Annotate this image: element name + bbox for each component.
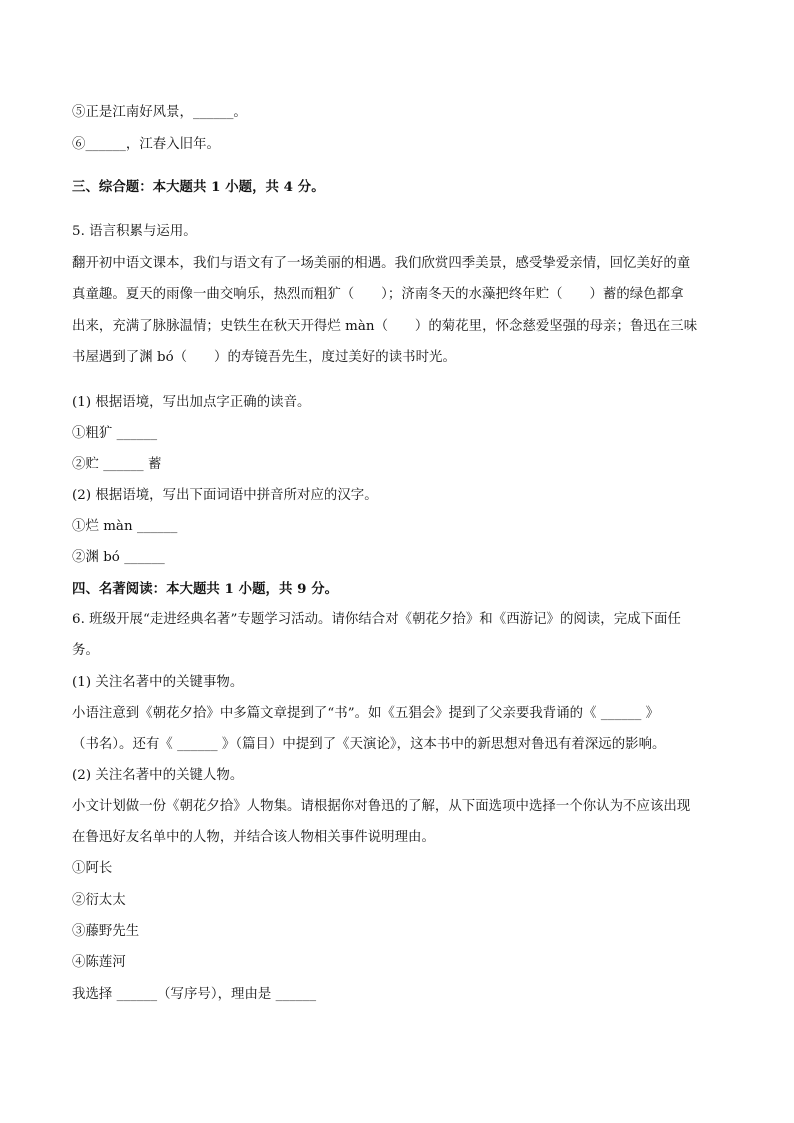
question-6-option: ③藤野先生 [72, 924, 140, 939]
question-6-sub-2-text-line: 小文计划做一份《朝花夕拾》人物集。请根据你对鲁迅的了解，从下面选项中选择一个你认为不应该出现 [72, 799, 691, 814]
question-5-title: 5. 语言积累与运用。 [72, 224, 197, 239]
question-6-sub-1: (1) 关注名著中的关键事物。 [72, 675, 244, 690]
question-4-item-6: ⑥______，江春入旧年。 [72, 137, 220, 152]
question-5-passage-line: 翻开初中语文课本，我们与语文有了一场美丽的相遇。我们欣赏四季美景，感受挚爱亲情，回忆美好的童 [72, 256, 691, 271]
question-6-sub-1-text-line: 小语注意到《朝花夕拾》中多篇文章提到了“书”。如《五猖会》提到了父亲要我背诵的《 ______ 》 [72, 706, 660, 721]
question-5-sub-2-item-b: ②渊 bó ______ [72, 550, 165, 565]
section-3-header: 三、综合题：本大题共 1 小题，共 4 分。 [72, 179, 325, 195]
question-5-sub-1-item-a: ①粗犷 ______ [72, 426, 158, 441]
question-6-sub-2: (2) 关注名著中的关键人物。 [72, 768, 244, 783]
section-4-header: 四、名著阅读：本大题共 1 小题，共 9 分。 [72, 581, 339, 597]
question-5-passage-line: 真童趣。夏天的雨像一曲交响乐，热烈而粗犷（ ）；济南冬天的水藻把终年贮（ ）蓄的绿色都拿 [72, 287, 684, 302]
question-6-text-line: 务。 [72, 643, 99, 658]
question-5-sub-2-item-a: ①烂 màn ______ [72, 519, 178, 534]
question-5-sub-1-item-b: ②贮 ______ 蓄 [72, 457, 162, 472]
question-6-sub-2-text-line: 在鲁迅好友名单中的人物，并结合该人物相关事件说明理由。 [72, 830, 435, 845]
question-6-text-line: 6. 班级开展“走进经典名著”专题学习活动。请你结合对《朝花夕拾》和《西游记》的阅读，完成下面任 [72, 612, 681, 627]
question-4-item-5: ⑤正是江南好风景，______。 [72, 105, 247, 120]
question-5-sub-2: (2) 根据语境，写出下面词语中拼音所对应的汉字。 [72, 488, 378, 503]
question-5-passage-line: 出来，充满了脉脉温情；史铁生在秋天开得烂 màn（ ）的菊花里，怀念慈爱坚强的母亲；鲁迅在三味 [72, 319, 698, 334]
question-6-option: ④陈莲河 [72, 955, 126, 970]
question-5-passage-line: 书屋遇到了渊 bó（ ）的寿镜吾先生，度过美好的读书时光。 [72, 350, 456, 365]
question-6-sub-1-text-line: （书名）。还有《 ______ 》（篇目）中提到了《天演论》，这本书中的新思想对鲁迅有着深远的影响。 [72, 737, 666, 752]
question-6-option: ②衍太太 [72, 893, 126, 908]
question-6-option: ①阿长 [72, 861, 113, 876]
question-5-sub-1: (1) 根据语境，写出加点字正确的读音。 [72, 395, 311, 410]
question-6-answer-line: 我选择 ______（写序号），理由是 ______ [72, 987, 317, 1002]
